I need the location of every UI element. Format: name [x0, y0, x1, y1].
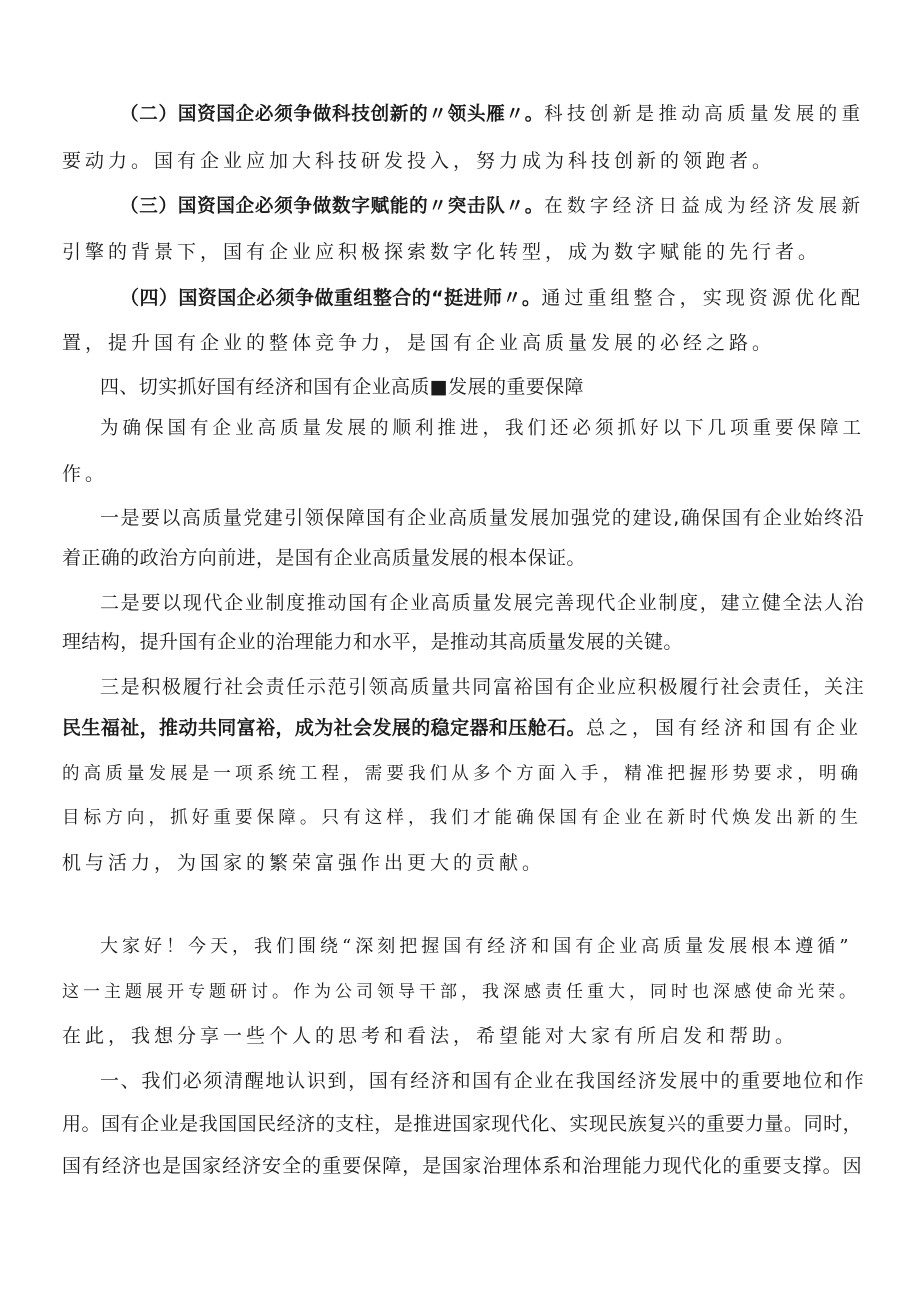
paragraph-9-line-3: 在此，我想分享一些个人的思考和看法，希望能对大家有所启发和帮助。 — [62, 1025, 799, 1047]
paragraph-6-line-2: 着正确的政治方向前进，是国有企业高质量发展的根本保证。 — [62, 547, 586, 569]
paragraph-8-bold-text: 民生福祉，推动共同富裕，成为社会发展的稳定器和压舱石。 — [62, 717, 586, 739]
paragraph-10-line-2: 用。国有企业是我国国民经济的支柱，是推进国家现代化、实现民族复兴的重要力量。同时， — [62, 1113, 862, 1135]
paragraph-9-line-1: 大家好！今天，我们围绕“深刻把握国有经济和国有企业高质量发展根本遵循” — [100, 936, 853, 957]
paragraph-8-line-5: 机与活力，为国家的繁荣富强作出更大的贡献。 — [62, 852, 546, 874]
paragraph-8-line-1: 三是积极履行社会责任示范引领高质量共同富裕国有企业应积极履行社会责任，关注 — [100, 676, 864, 698]
paragraph-10-line-3: 国有经济也是国家经济安全的重要保障，是国家治理体系和治理能力现代化的重要支撑。因 — [62, 1155, 862, 1177]
paragraph-8-serif-text: 总之，国有经济和国有企业 — [585, 717, 862, 739]
paragraph-5-line-1: 为确保国有企业高质量发展的顺利推进，我们还必须抓好以下几项重要保障工 — [100, 418, 866, 439]
paragraph-8-line-3: 的高质量发展是一项系统工程，需要我们从多个方面入手，精准把握形势要求，明确 — [62, 764, 862, 784]
section-2-text: 科技创新是推动高质量发展的重 — [544, 104, 864, 125]
section-2-heading: （二）国资国企必须争做科技创新的〃领头雁〃。 — [120, 104, 545, 125]
section-4-heading: （四）国资国企必须争做重组整合的“挺进师〃。 — [120, 287, 542, 309]
paragraph-5-line-2: 作。 — [62, 463, 109, 485]
paragraph-2-line-1 — [120, 103, 864, 127]
paragraph-2-line-2: 要动力。国有企业应加大科技研发投入，努力成为科技创新的领跑者。 — [62, 150, 776, 172]
paragraph-7-line-1: 二是要以现代企业制度推动国有企业高质量发展完善现代企业制度，建立健全法人治 — [100, 592, 864, 614]
section-four-title: 四、切实抓好国有经济和国有企业高质■发展的重要保障 — [100, 376, 584, 398]
section-3-text: 在数字经济日益成为经济发展新 — [544, 196, 864, 217]
paragraph-8-line-2 — [62, 716, 862, 740]
paragraph-10-line-1: 一、我们必须清醒地认识到，国有经济和国有企业在我国经济发展中的重要地位和作 — [100, 1070, 864, 1092]
paragraph-8-line-4: 目标方向，抓好重要保障。只有这样，我们才能确保国有企业在新时代焕发出新的生 — [62, 808, 862, 828]
paragraph-3-line-1 — [120, 195, 864, 219]
paragraph-4-line-1 — [120, 286, 864, 310]
paragraph-6-line-1: 一是要以高质量党建引领保障国有企业高质量发展加强党的建设,确保国有企业始终沿 — [100, 507, 864, 529]
section-3-heading: （三）国资国企必须争做数字赋能的〃突击队〃。 — [120, 196, 545, 217]
paragraph-7-line-2: 理结构，提升国有企业的治理能力和水平，是推动其高质量发展的关键。 — [62, 631, 683, 653]
paragraph-4-line-2: 置，提升国有企业的整体竞争力，是国有企业高质量发展的必经之路。 — [62, 332, 776, 354]
section-4-text: 通过重组整合，实现资源优化配 — [541, 287, 864, 309]
paragraph-3-line-2: 引擎的背景下，国有企业应积极探索数字化转型，成为数字赋能的先行者。 — [62, 241, 822, 263]
paragraph-9-line-2: 这一主题展开专题研讨。作为公司领导干部，我深感责任重大，同时也深感使命光荣。 — [62, 982, 860, 1002]
